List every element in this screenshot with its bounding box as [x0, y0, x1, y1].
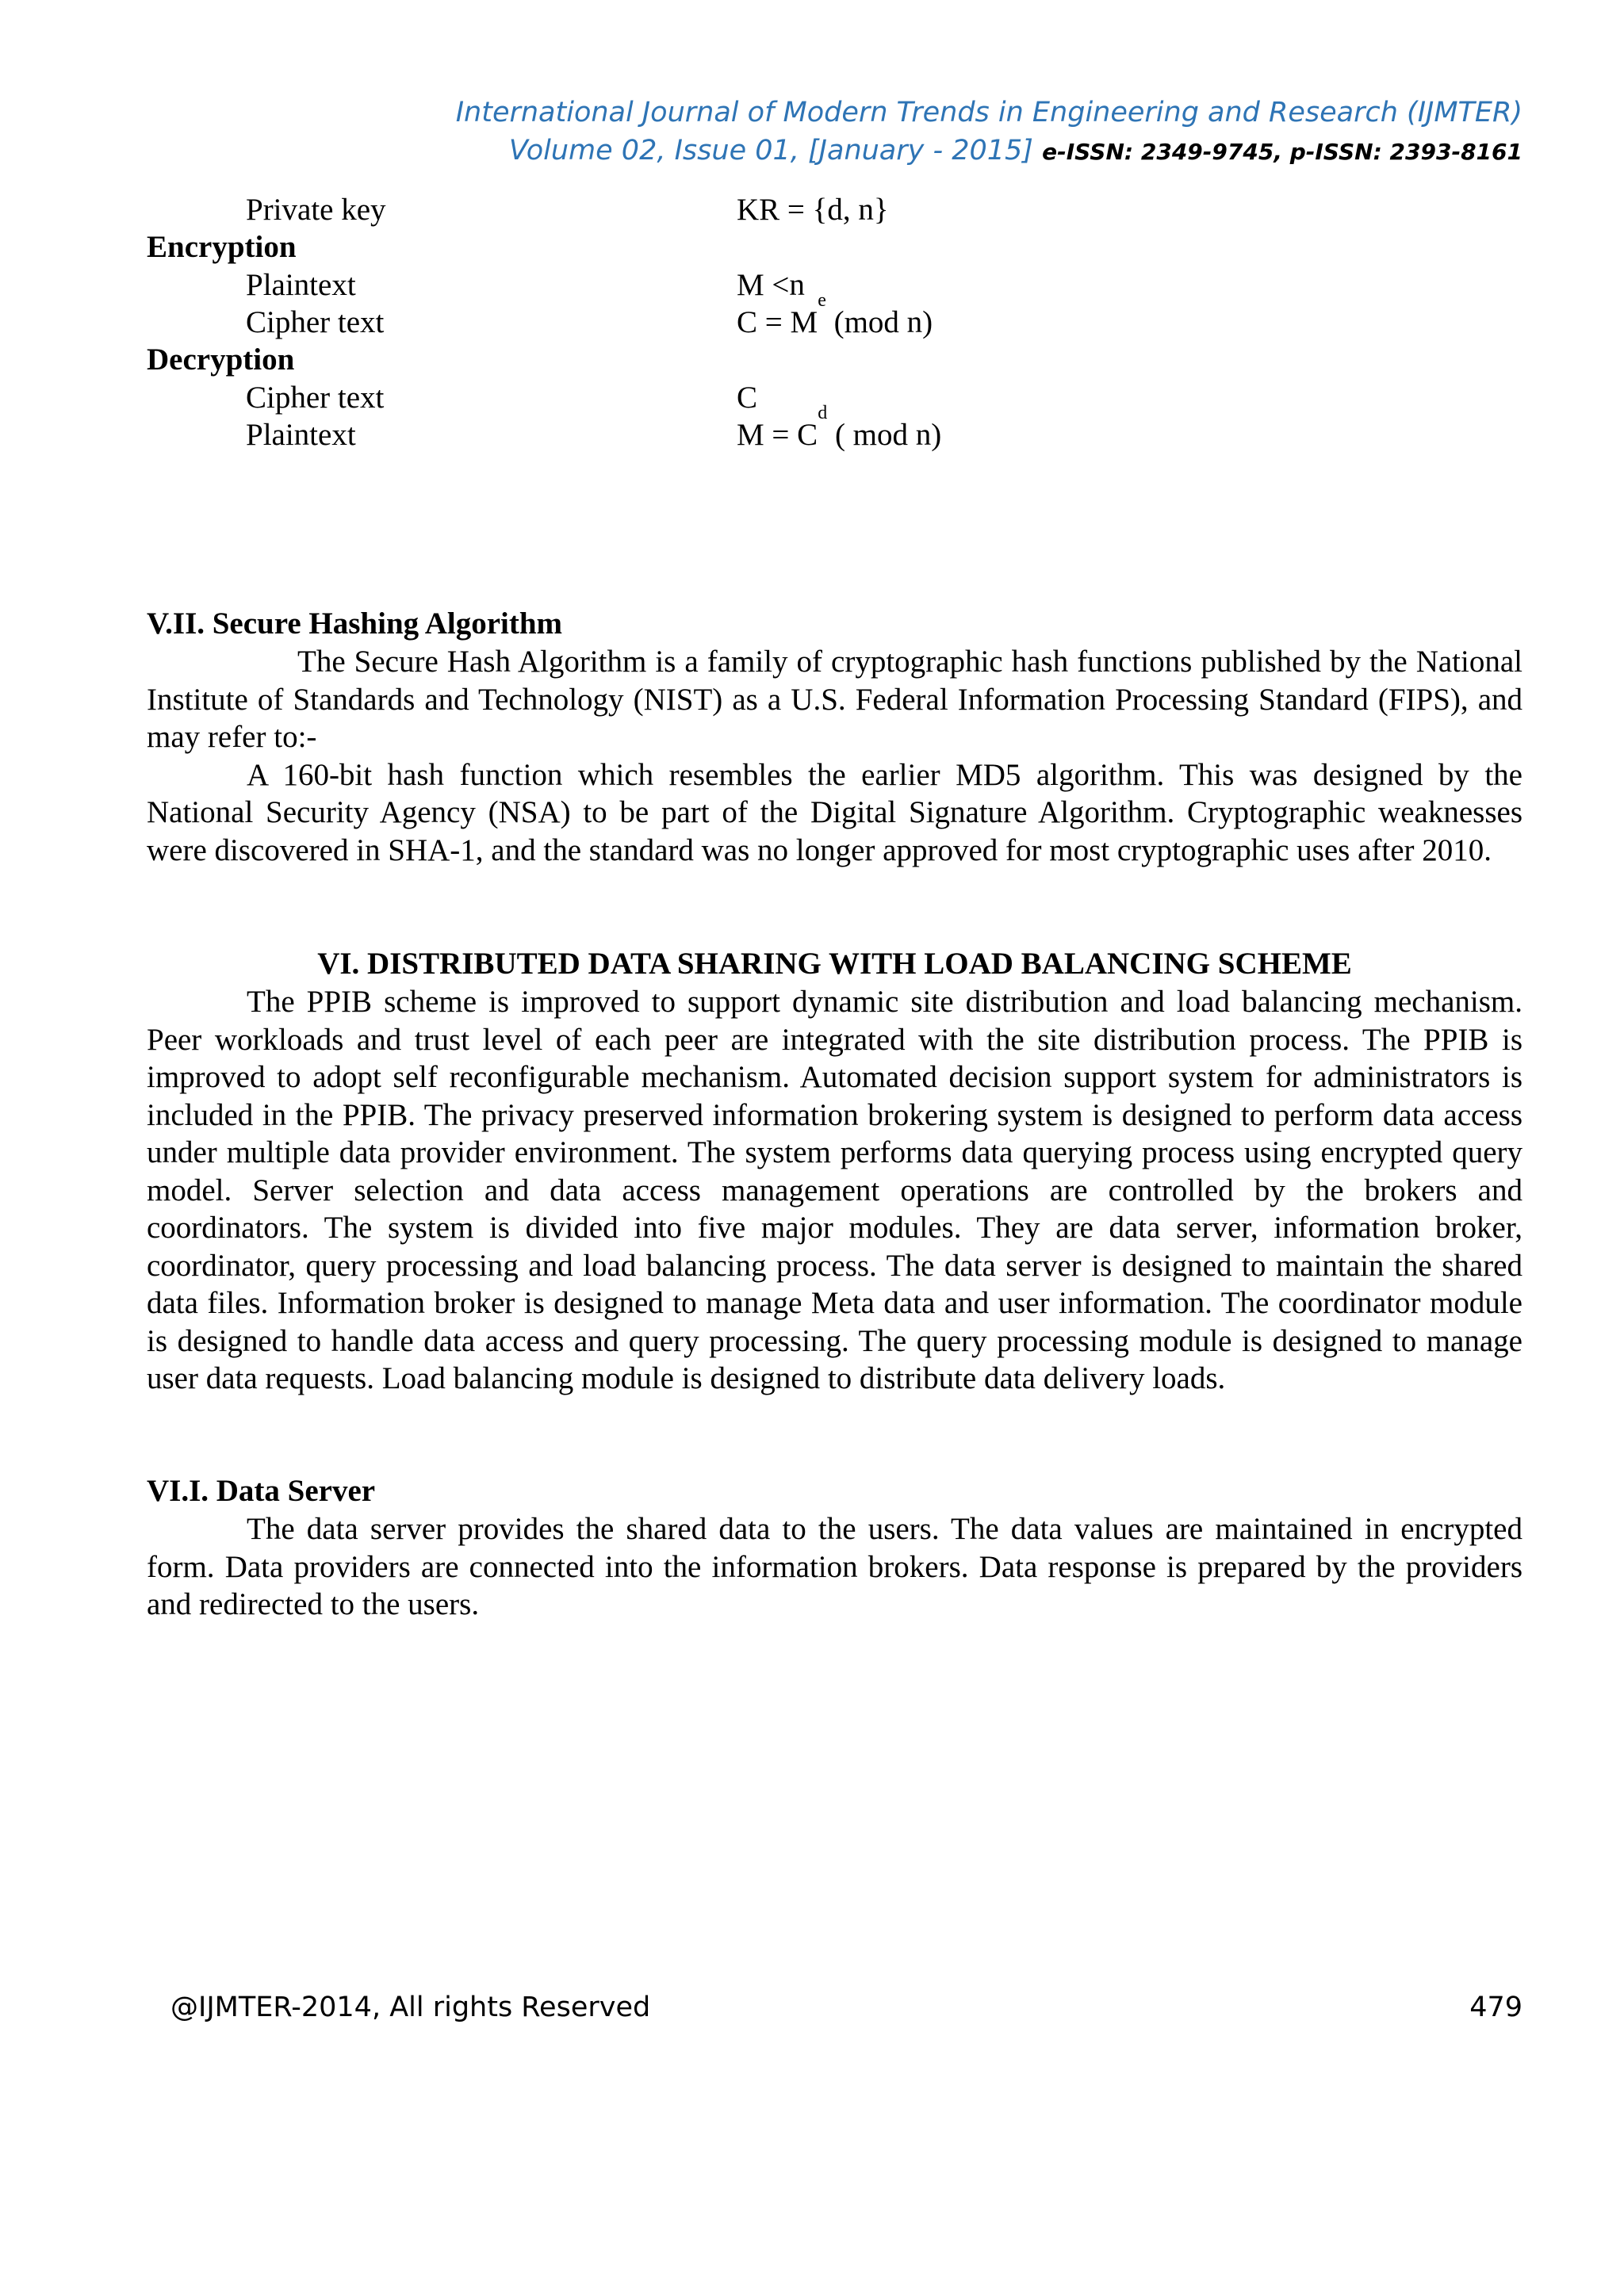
rsa-label: Plaintext — [246, 418, 356, 452]
rsa-value: M <n — [737, 268, 805, 302]
paragraph: The PPIB scheme is improved to support dynamic site distribution and load balancing mechanism. Peer workloads and trust level of each peer are integrated with the site distribution process. The PPIB is improved to adopt self reconfigurable mechanism. Automated decision support system for administrators is included in the PPIB. The privacy preserved information brokering system is designed to perform data access under multiple data provider environment. The system performs data querying process using encrypted query model. Server selection and data access management operations are controlled by the brokers and coordinators. The system is divided into five major modules. They are data server, information broker, coordinator, query processing and load balancing process. The data server is designed to maintain the shared data files. Information broker is designed to manage Meta data and user information. The coordinator module is designed to handle data access and query processing. The query processing module is designed to manage user data requests. Load balancing module is designed to distribute data delivery loads. — [147, 985, 1522, 1395]
formula-modulus: ( mod n) — [827, 418, 942, 452]
rsa-enc-ciphertext-row — [0, 290, 1624, 342]
journal-title: International Journal of Modern Trends in Engineering and Research (IJMTER) — [455, 97, 1522, 128]
journal-volume-line — [147, 132, 1522, 171]
formula-exponent: e — [818, 290, 826, 311]
rsa-label: Cipher text — [246, 305, 385, 339]
rsa-formula — [737, 403, 942, 454]
rsa-decryption-heading-row — [0, 341, 1624, 379]
formula-base: C = M — [737, 305, 818, 339]
rsa-enc-plaintext-row — [0, 266, 1624, 304]
journal-volume: Volume 02, Issue 01, [January - 2015] — [508, 135, 1033, 166]
page-number: 479 — [1469, 1992, 1522, 2023]
page-footer — [170, 1992, 1522, 2023]
section-heading: VI. DISTRIBUTED DATA SHARING WITH LOAD BALANCING SCHEME — [317, 947, 1352, 981]
rsa-value: C — [737, 381, 758, 415]
rsa-dec-plaintext-row — [0, 403, 1624, 454]
decryption-heading: Decryption — [147, 342, 295, 377]
rsa-formula — [737, 290, 933, 342]
paragraph: A 160-bit hash function which resembles the earlier MD5 algorithm. This was designed by the National Security Agency (NSA) to be part of the Digital Signature Algorithm. Cryptographic weaknesses were discovered in SHA-1, and the standard was no longer approved for most cryptographic uses after 2010. — [147, 757, 1522, 867]
journal-header — [147, 94, 1522, 171]
formula-exponent: d — [818, 403, 828, 423]
encryption-heading: Encryption — [147, 230, 297, 264]
paragraph: The data server provides the shared data to the users. The data values are maintained in encrypted form. Data providers are connected into the information brokers. Data response is prepared by the providers and redirected to the users. — [147, 1512, 1522, 1621]
section-data-server — [147, 1472, 1522, 1624]
formula-modulus: (mod n) — [825, 305, 933, 339]
section-distributed-data-sharing — [147, 945, 1522, 1398]
rsa-value: KR = {d, n} — [737, 193, 889, 227]
section-heading: V.II. Secure Hashing Algorithm — [147, 607, 563, 641]
rsa-label: Cipher text — [246, 381, 385, 415]
copyright-notice: @IJMTER-2014, All rights Reserved — [170, 1992, 651, 2023]
journal-issn: e-ISSN: 2349-9745, p-ISSN: 2393-8161 — [1042, 139, 1522, 165]
rsa-encryption-heading-row — [0, 228, 1624, 266]
section-secure-hashing — [147, 605, 1522, 869]
formula-base: M = C — [737, 418, 818, 452]
rsa-dec-ciphertext-row — [0, 379, 1624, 417]
rsa-private-key-row — [0, 191, 1624, 229]
section-heading: VI.I. Data Server — [147, 1474, 376, 1508]
paragraph: The Secure Hash Algorithm is a family of cryptographic hash functions published by the National Institute of Standards and Technology (NIST) as a U.S. Federal Information Processing Standard (FIPS), and may refer to:- — [147, 645, 1522, 754]
rsa-label: Private key — [246, 193, 386, 227]
rsa-label: Plaintext — [246, 268, 356, 302]
